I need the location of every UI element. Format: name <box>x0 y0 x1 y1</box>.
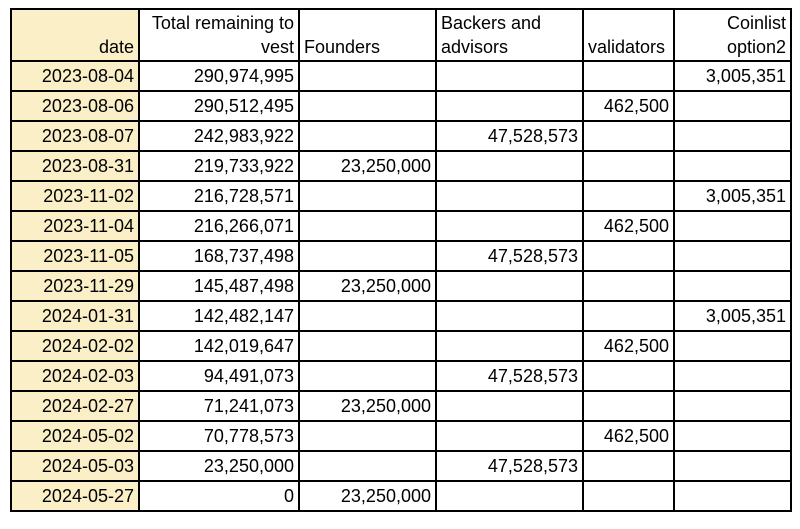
total-remaining-cell[interactable]: 219,733,922 <box>139 151 299 181</box>
validators-cell[interactable] <box>583 391 674 421</box>
founders-cell[interactable] <box>299 121 436 151</box>
backers-advisors-cell[interactable]: 47,528,573 <box>436 241 583 271</box>
backers-advisors-cell[interactable]: 47,528,573 <box>436 361 583 391</box>
table-row <box>11 241 791 271</box>
date-cell[interactable]: 2023-11-02 <box>11 181 139 211</box>
backers-advisors-cell[interactable] <box>436 91 583 121</box>
column-header-founders[interactable]: Founders <box>299 9 436 61</box>
backers-advisors-cell[interactable]: 47,528,573 <box>436 451 583 481</box>
coinlist-option2-cell[interactable] <box>674 151 791 181</box>
date-cell[interactable]: 2023-11-29 <box>11 271 139 301</box>
backers-advisors-cell[interactable] <box>436 331 583 361</box>
column-header-date[interactable]: date <box>11 9 139 61</box>
founders-cell[interactable] <box>299 421 436 451</box>
date-cell[interactable]: 2024-05-27 <box>11 481 139 511</box>
backers-advisors-cell[interactable] <box>436 271 583 301</box>
backers-advisors-cell[interactable] <box>436 211 583 241</box>
total-remaining-cell[interactable]: 23,250,000 <box>139 451 299 481</box>
backers-advisors-cell[interactable] <box>436 61 583 91</box>
founders-cell[interactable]: 23,250,000 <box>299 391 436 421</box>
backers-advisors-cell[interactable] <box>436 151 583 181</box>
table-row <box>11 301 791 331</box>
coinlist-option2-cell[interactable]: 3,005,351 <box>674 181 791 211</box>
date-cell[interactable]: 2023-08-31 <box>11 151 139 181</box>
date-cell[interactable]: 2023-08-04 <box>11 61 139 91</box>
table-row <box>11 481 791 511</box>
table-row <box>11 181 791 211</box>
coinlist-option2-cell[interactable] <box>674 331 791 361</box>
validators-cell[interactable]: 462,500 <box>583 211 674 241</box>
table-row <box>11 61 791 91</box>
coinlist-option2-cell[interactable] <box>674 481 791 511</box>
table-row <box>11 91 791 121</box>
date-cell[interactable]: 2024-01-31 <box>11 301 139 331</box>
header-row <box>11 9 791 61</box>
date-cell[interactable]: 2024-02-02 <box>11 331 139 361</box>
validators-cell[interactable] <box>583 451 674 481</box>
founders-cell[interactable] <box>299 301 436 331</box>
validators-cell[interactable] <box>583 271 674 301</box>
backers-advisors-cell[interactable]: 47,528,573 <box>436 121 583 151</box>
validators-cell[interactable] <box>583 481 674 511</box>
total-remaining-cell[interactable]: 168,737,498 <box>139 241 299 271</box>
coinlist-option2-cell[interactable] <box>674 451 791 481</box>
founders-cell[interactable]: 23,250,000 <box>299 151 436 181</box>
coinlist-option2-cell[interactable] <box>674 361 791 391</box>
date-cell[interactable]: 2024-02-03 <box>11 361 139 391</box>
table-row <box>11 331 791 361</box>
table-row <box>11 121 791 151</box>
validators-cell[interactable] <box>583 241 674 271</box>
table-row <box>11 451 791 481</box>
coinlist-option2-cell[interactable] <box>674 271 791 301</box>
table-row <box>11 271 791 301</box>
total-remaining-cell[interactable]: 216,728,571 <box>139 181 299 211</box>
coinlist-option2-cell[interactable] <box>674 121 791 151</box>
founders-cell[interactable] <box>299 181 436 211</box>
founders-cell[interactable] <box>299 361 436 391</box>
validators-cell[interactable] <box>583 61 674 91</box>
backers-advisors-cell[interactable] <box>436 421 583 451</box>
date-cell[interactable]: 2024-02-27 <box>11 391 139 421</box>
column-header-total-remaining-to-vest[interactable]: Total remaining to vest <box>139 9 299 61</box>
table-row <box>11 421 791 451</box>
coinlist-option2-cell[interactable] <box>674 391 791 421</box>
date-cell[interactable]: 2024-05-03 <box>11 451 139 481</box>
total-remaining-cell[interactable]: 290,512,495 <box>139 91 299 121</box>
validators-cell[interactable] <box>583 151 674 181</box>
column-header-backers-and-advisors[interactable]: Backers and advisors <box>436 9 583 61</box>
date-cell[interactable]: 2023-08-07 <box>11 121 139 151</box>
validators-cell[interactable]: 462,500 <box>583 421 674 451</box>
table-row <box>11 361 791 391</box>
total-remaining-cell[interactable]: 71,241,073 <box>139 391 299 421</box>
coinlist-option2-cell[interactable]: 3,005,351 <box>674 61 791 91</box>
validators-cell[interactable] <box>583 181 674 211</box>
date-cell[interactable]: 2023-11-04 <box>11 211 139 241</box>
coinlist-option2-cell[interactable] <box>674 91 791 121</box>
validators-cell[interactable] <box>583 361 674 391</box>
validators-cell[interactable] <box>583 121 674 151</box>
column-header-coinlist-option2[interactable]: Coinlist option2 <box>674 9 791 61</box>
coinlist-option2-cell[interactable]: 3,005,351 <box>674 301 791 331</box>
date-cell[interactable]: 2024-05-02 <box>11 421 139 451</box>
founders-cell[interactable] <box>299 211 436 241</box>
founders-cell[interactable]: 23,250,000 <box>299 481 436 511</box>
validators-cell[interactable]: 462,500 <box>583 331 674 361</box>
coinlist-option2-cell[interactable] <box>674 211 791 241</box>
total-remaining-cell[interactable]: 94,491,073 <box>139 361 299 391</box>
total-remaining-cell[interactable]: 216,266,071 <box>139 211 299 241</box>
table-row <box>11 151 791 181</box>
founders-cell[interactable] <box>299 331 436 361</box>
backers-advisors-cell[interactable] <box>436 481 583 511</box>
total-remaining-cell[interactable]: 242,983,922 <box>139 121 299 151</box>
table-row <box>11 391 791 421</box>
coinlist-option2-cell[interactable] <box>674 241 791 271</box>
coinlist-option2-cell[interactable] <box>674 421 791 451</box>
validators-cell[interactable] <box>583 301 674 331</box>
column-header-validators[interactable]: validators <box>583 9 674 61</box>
backers-advisors-cell[interactable] <box>436 181 583 211</box>
total-remaining-cell[interactable]: 290,974,995 <box>139 61 299 91</box>
total-remaining-cell[interactable]: 145,487,498 <box>139 271 299 301</box>
total-remaining-cell[interactable]: 142,482,147 <box>139 301 299 331</box>
table-row <box>11 211 791 241</box>
date-cell[interactable]: 2023-11-05 <box>11 241 139 271</box>
total-remaining-cell[interactable]: 0 <box>139 481 299 511</box>
backers-advisors-cell[interactable] <box>436 301 583 331</box>
backers-advisors-cell[interactable] <box>436 391 583 421</box>
founders-cell[interactable] <box>299 451 436 481</box>
validators-cell[interactable]: 462,500 <box>583 91 674 121</box>
founders-cell[interactable] <box>299 61 436 91</box>
founders-cell[interactable]: 23,250,000 <box>299 271 436 301</box>
founders-cell[interactable] <box>299 241 436 271</box>
date-cell[interactable]: 2023-08-06 <box>11 91 139 121</box>
total-remaining-cell[interactable]: 142,019,647 <box>139 331 299 361</box>
vesting-schedule-table <box>10 8 792 512</box>
total-remaining-cell[interactable]: 70,778,573 <box>139 421 299 451</box>
founders-cell[interactable] <box>299 91 436 121</box>
